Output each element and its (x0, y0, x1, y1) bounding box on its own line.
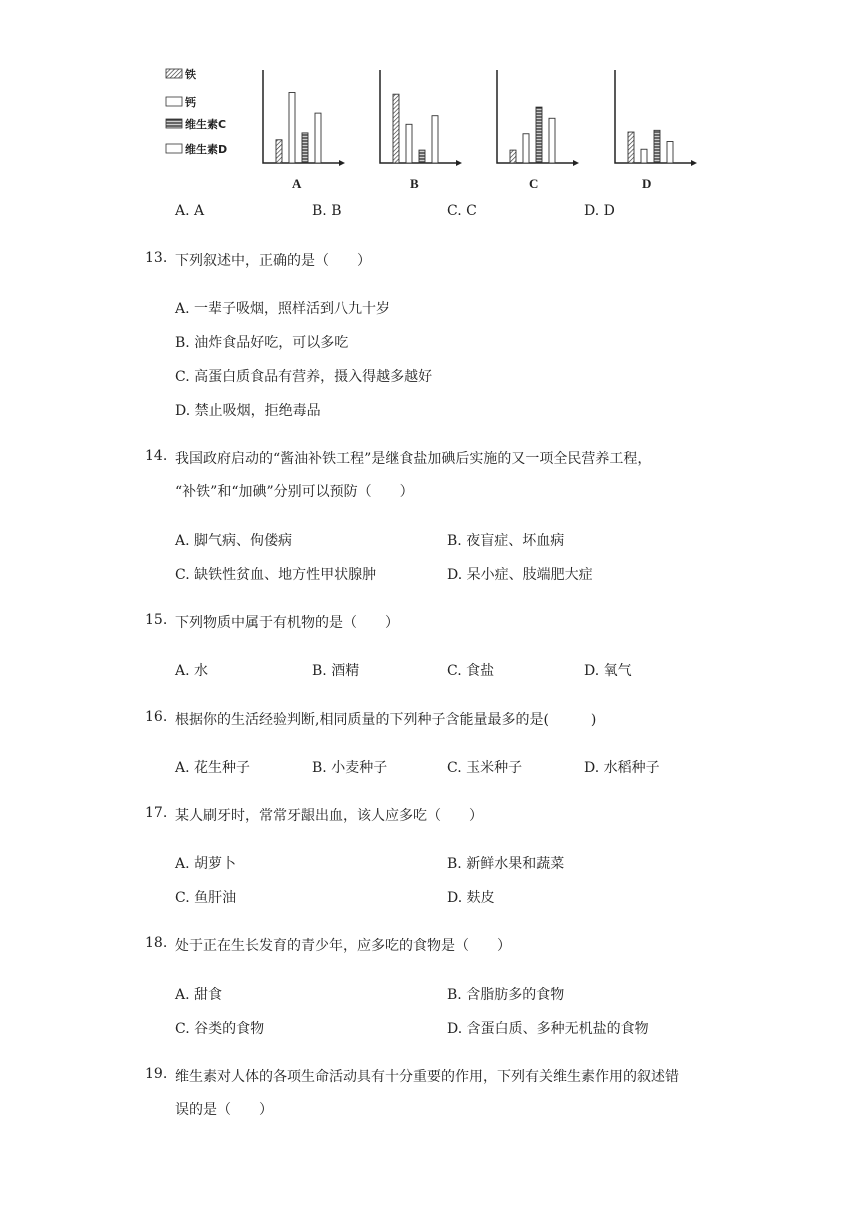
q18-text: 处于正在生长发育的青少年，应多吃的食物是（ ） (175, 938, 511, 954)
bar-d-iron (628, 132, 634, 163)
chart-label-a: A (292, 176, 302, 191)
q18-option-d[interactable]: D. 含蛋白质、多种无机盐的食物 (447, 1021, 649, 1037)
q13-number: 13. (145, 250, 168, 266)
chart-axes-b (380, 70, 460, 163)
chart-axis-arrow-b (456, 160, 462, 166)
q16-option-c[interactable]: C. 玉米种子 (447, 760, 523, 776)
q12-option-d[interactable]: D. D (584, 203, 615, 219)
q13-option-a[interactable]: A. 一辈子吸烟，照样活到八九十岁 (175, 301, 391, 317)
q14-option-c[interactable]: C. 缺铁性贫血、地方性甲状腺肿 (175, 567, 377, 583)
q16-text: 根据你的生活经验判断,相同质量的下列种子含能量最多的是( ) (175, 712, 597, 728)
q14-number: 14. (145, 448, 168, 464)
bar-b-vitamin-d (432, 116, 438, 163)
legend-label-iron: 铁 (185, 68, 196, 81)
q15-text: 下列物质中属于有机物的是（ ） (175, 615, 399, 631)
q12-option-b[interactable]: B. B (312, 203, 342, 219)
q16-option-a[interactable]: A. 花生种子 (175, 760, 251, 776)
legend-swatch-vitd (166, 144, 182, 153)
q17-option-b[interactable]: B. 新鲜水果和蔬菜 (447, 856, 565, 872)
q17-number: 17. (145, 805, 168, 821)
q15-option-b[interactable]: B. 酒精 (312, 663, 360, 679)
legend-label-calcium: 钙 (185, 96, 196, 109)
q17-option-d[interactable]: D. 麸皮 (447, 890, 495, 906)
q12-option-a[interactable]: A. A (175, 203, 205, 219)
q14-text-line2: “补铁”和“加碘”分别可以预防（ ） (175, 484, 414, 500)
q13-option-c[interactable]: C. 高蛋白质食品有营养，摄入得越多越好 (175, 369, 433, 385)
chart-label-c: C (529, 176, 539, 191)
q17-option-a[interactable]: A. 胡萝卜 (175, 856, 237, 872)
q12-option-c[interactable]: C. C (447, 203, 477, 219)
q19-number: 19. (145, 1066, 168, 1082)
legend-label-vitamin-c: 维生素C (185, 118, 227, 131)
q13-option-b[interactable]: B. 油炸食品好吃，可以多吃 (175, 335, 349, 351)
q18-option-a[interactable]: A. 甜食 (175, 987, 223, 1003)
bar-a-calcium (289, 92, 295, 163)
legend-swatch-iron (166, 69, 182, 78)
bar-a-vitamin-d (315, 113, 321, 163)
q15-number: 15. (145, 612, 168, 628)
bar-b-calcium (406, 124, 412, 163)
bar-c-iron (510, 150, 516, 163)
chart-label-b: B (410, 176, 419, 191)
q18-option-b[interactable]: B. 含脂肪多的食物 (447, 987, 565, 1003)
legend-swatch-calcium (166, 97, 182, 106)
q13-text: 下列叙述中，正确的是（ ） (175, 253, 371, 269)
bar-c-vitamin-d (549, 118, 555, 163)
q16-option-d[interactable]: D. 水稻种子 (584, 760, 660, 776)
q18-number: 18. (145, 935, 168, 951)
bar-a-vitamin-c (302, 133, 308, 163)
q15-option-a[interactable]: A. 水 (175, 663, 209, 679)
bar-c-calcium (523, 134, 529, 163)
q18-option-c[interactable]: C. 谷类的食物 (175, 1021, 265, 1037)
q14-option-a[interactable]: A. 脚气病、佝偻病 (175, 533, 293, 549)
chart-axis-arrow-c (573, 160, 579, 166)
bar-b-vitamin-c (419, 150, 425, 163)
bar-a-iron (276, 140, 282, 163)
legend-label-vitamin-d: 维生素D (185, 143, 228, 156)
bar-d-vitamin-c (654, 130, 660, 163)
q16-number: 16. (145, 709, 168, 725)
q14-text: 我国政府启动的“酱油补铁工程”是继食盐加碘后实施的又一项全民营养工程， (175, 451, 652, 467)
q14-option-d[interactable]: D. 呆小症、肢端肥大症 (447, 567, 593, 583)
q15-option-c[interactable]: C. 食盐 (447, 663, 495, 679)
bar-c-vitamin-c (536, 107, 542, 163)
bar-d-calcium (641, 149, 647, 163)
q16-option-b[interactable]: B. 小麦种子 (312, 760, 388, 776)
chart-axis-arrow-a (339, 160, 345, 166)
q19-text: 维生素对人体的各项生命活动具有十分重要的作用，下列有关维生素作用的叙述错 (175, 1069, 679, 1085)
bar-b-iron (393, 94, 399, 163)
q13-option-d[interactable]: D. 禁止吸烟，拒绝毒品 (175, 403, 321, 419)
q15-option-d[interactable]: D. 氧气 (584, 663, 632, 679)
chart-label-d: D (642, 176, 652, 191)
bar-charts-svg (160, 62, 720, 198)
q17-text: 某人刷牙时，常常牙龈出血，该人应多吃（ ） (175, 808, 483, 824)
q14-option-b[interactable]: B. 夜盲症、坏血病 (447, 533, 565, 549)
q17-option-c[interactable]: C. 鱼肝油 (175, 890, 237, 906)
q19-text-line2: 误的是（ ） (175, 1102, 273, 1118)
bar-d-vitamin-d (667, 142, 673, 164)
legend-swatch-vitc (166, 119, 182, 128)
chart-axis-arrow-d (691, 160, 697, 166)
